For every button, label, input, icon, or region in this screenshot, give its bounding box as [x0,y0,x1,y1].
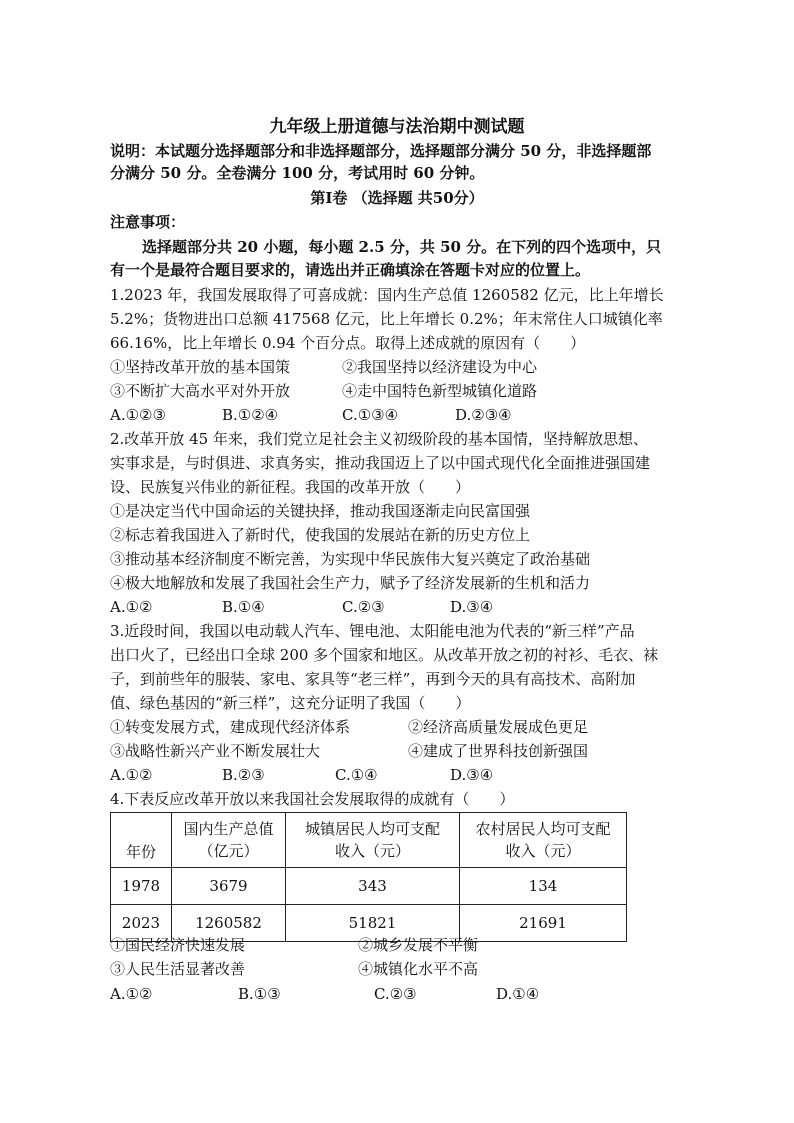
q2-option-b: B.①④ [222,598,265,616]
q1-statement-3: ③不断扩大高水平对外开放 [110,382,291,400]
cell-gdp: 3679 [172,868,286,905]
q2-option-a: A.①② [110,598,153,616]
q1-option-d: D.②③④ [455,406,512,424]
q2-statement-3: ③推动基本经济制度不断完善，为实现中华民族伟大复兴奠定了政治基础 [110,550,591,568]
q1-option-b: B.①②④ [222,406,279,424]
q1-stem-line: 66.16%，比上年增长 0.94 个百分点。取得上述成就的原因有（ ） [110,334,586,352]
cell-gdp: 1260582 [172,905,286,942]
q4-statement-3: ③人民生活显著改善 [110,960,246,978]
intro-line-2: 分满分 50 分。全卷满分 100 分，考试用时 60 分钟。 [110,164,485,182]
notice-line-1: 选择题部分共 20 小题，每小题 2.5 分，共 50 分。在下列的四个选项中，只 [142,238,662,256]
header-rural-line-1: 农村居民人均可支配 [475,820,611,838]
notice-line-2: 有一个是最符合题目要求的，请选出并正确填涂在答题卡对应的位置上。 [110,261,591,279]
q4-option-d: D.①④ [496,985,540,1003]
cell-year: 2023 [111,905,172,942]
q4-option-c: C.②③ [374,985,417,1003]
header-urban-line-1: 城镇居民人均可支配 [304,820,440,838]
intro-line-1: 说明：本试题分选择题部分和非选择题部分，选择题部分满分 50 分，非选择题部 [110,142,652,160]
header-rural-income [460,813,627,868]
q3-stem-line: 子，到前些年的服装、家电、家具等“老三样”，再到今天的具有高技术、高附加 [110,670,636,688]
header-year: 年份 [111,813,172,868]
q3-option-a: A.①② [110,766,153,784]
q1-stem-line: 1.2023 年，我国发展取得了可喜成就：国内生产总值 1260582 亿元，比上年增长 [110,286,664,304]
q4-statement-4: ④城镇化水平不高 [358,960,479,978]
q2-statement-4: ④极大地解放和发展了我国社会生产力，赋予了经济发展新的生机和活力 [110,574,591,592]
cell-urban-income: 343 [286,868,460,905]
header-urban-line-2: 收入（元） [334,842,410,860]
q2-stem-line: 设、民族复兴伟业的新征程。我国的改革开放（ ） [110,478,471,496]
q3-statement-1: ①转变发展方式，建成现代经济体系 [110,718,351,736]
q2-option-c: C.②③ [342,598,385,616]
q3-stem-line: 出口火了，已经出口全球 200 多个国家和地区。从改革开放之初的衬衫、毛衣、袜 [110,646,659,664]
table-header-row [111,813,627,868]
q3-statement-2: ②经济高质量发展成色更足 [408,718,589,736]
header-gdp [172,813,286,868]
q3-option-c: C.①④ [335,766,378,784]
q2-option-d: D.③④ [450,598,494,616]
q2-statement-2: ②标志着我国进入了新时代，使我国的发展站在新的历史方位上 [110,526,531,544]
q3-stem-line: 3.近段时间，我国以电动载人汽车、锂电池、太阳能电池为代表的“新三样”产品 [110,622,635,640]
cell-rural-income: 134 [460,868,627,905]
section-heading: 第Ⅰ卷 （选择题 共50分） [310,189,484,207]
q1-option-c: C.①③④ [342,406,399,424]
q1-statement-4: ④走中国特色新型城镇化道路 [342,382,538,400]
q4-data-table [110,812,627,942]
cell-year: 1978 [111,868,172,905]
q4-stem: 4.下表反应改革开放以来我国社会发展取得的成就有（ ） [110,790,515,808]
q4-statement-2: ②城乡发展不平衡 [358,936,479,954]
cell-rural-income: 21691 [460,905,627,942]
header-gdp-line-2: （亿元） [198,842,259,860]
q1-stem-line: 5.2%；货物进出口总额 417568 亿元，比上年增长 0.2%；年末常住人口城镇化率 [110,310,663,328]
q4-option-b: B.①③ [238,985,281,1003]
q1-statement-1: ①坚持改革开放的基本国策 [110,358,291,376]
q3-option-b: B.②③ [222,766,265,784]
q2-stem-line: 实事求是，与时俱进、求真务实，推动我国迈上了以中国式现代化全面推进强国建 [110,454,651,472]
header-gdp-line-1: 国内生产总值 [183,820,274,838]
q1-statement-2: ②我国坚持以经济建设为中心 [342,358,538,376]
q1-option-a: A.①②③ [110,406,166,424]
notice-heading: 注意事项： [110,213,186,231]
q3-statement-4: ④建成了世界科技创新强国 [408,742,589,760]
q2-stem-line: 2.改革开放 45 年来，我们党立足社会主义初级阶段的基本国情，坚持解放思想、 [110,430,648,448]
q4-option-a: A.①② [110,985,153,1003]
q2-statement-1: ①是决定当代中国命运的关键抉择，推动我国逐渐走向民富国强 [110,502,531,520]
q3-option-d: D.③④ [450,766,494,784]
header-urban-income [286,813,460,868]
page-title: 九年级上册道德与法治期中测试题 [269,117,525,137]
cell-urban-income: 51821 [286,905,460,942]
q3-statement-3: ③战略性新兴产业不断发展壮大 [110,742,321,760]
q3-stem-line: 值、绿色基因的“新三样”，这充分证明了我国（ ） [110,694,471,712]
header-rural-line-2: 收入（元） [505,842,581,860]
table-row [111,868,627,905]
q4-statement-1: ①国民经济快速发展 [110,936,246,954]
